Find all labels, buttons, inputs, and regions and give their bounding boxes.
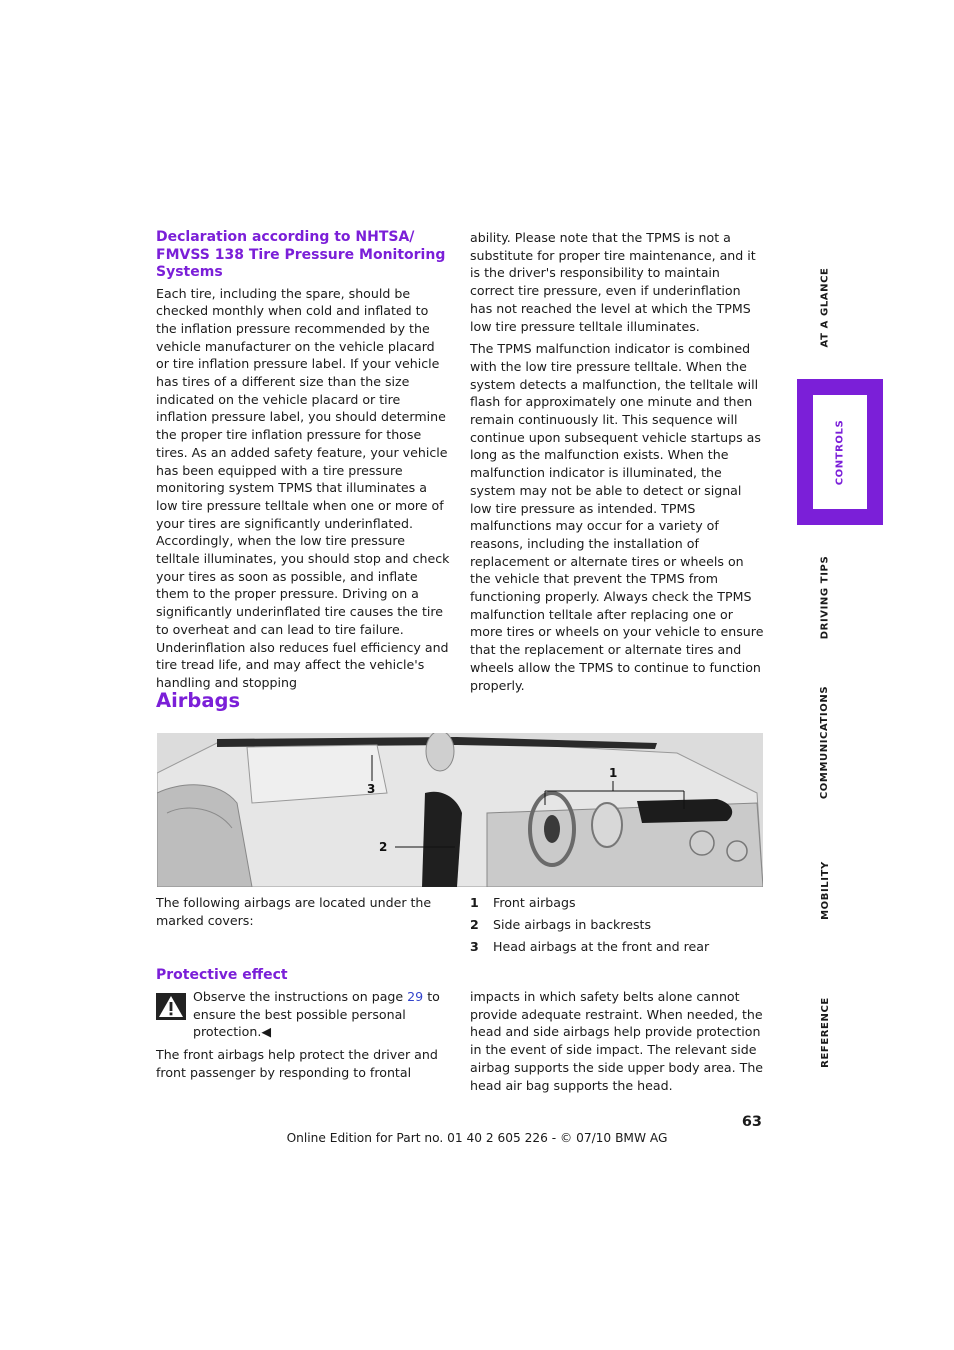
- tab-reference[interactable]: [800, 995, 850, 1070]
- legend-text: Front airbags: [493, 895, 576, 910]
- tab-communications[interactable]: [800, 682, 850, 802]
- figure-label-3: 3: [367, 782, 376, 796]
- warning-text: [156, 988, 450, 1041]
- declaration-right-text-2: The TPMS malfunction indicator is combined with the low tire pressure telltale. When the system detects a malfunction, the telltale will flash for approximately one minute and then remain continuously lit. This sequence will continue upon subsequent vehicle startups as long as the malfunction exists. When the malfunction indicator is illuminated, the system may not be able to detect or signal low tire pressure as intended. TPMS malfunctions may occur for a variety of reasons, including the installation of replacement or alternate tires or wheels on the vehicle that prevent the TPMS from functioning properly. Always check the TPMS malfunction telltale after replacing one or more tires or wheels on your vehicle to ensure that the replacement or alternate tires and wheels allow the TPMS to continue to function properly.: [470, 341, 764, 693]
- legend-number: 2: [470, 917, 479, 932]
- airbag-legend: [470, 894, 764, 960]
- figure-caption: The following airbags are located under the marked covers:: [156, 895, 432, 928]
- tab-label: REFERENCE: [819, 997, 831, 1068]
- airbag-locations-illustration: [157, 733, 763, 887]
- tab-driving-tips[interactable]: [800, 552, 850, 642]
- tab-at-a-glance[interactable]: [800, 262, 850, 352]
- tab-label: CONTROLS: [834, 419, 846, 485]
- protective-effect-heading: Protective effect: [156, 967, 288, 983]
- warning-note: [156, 988, 450, 1041]
- tab-label: MOBILITY: [819, 860, 831, 920]
- protective-effect-left-text: The front airbags help protect the driver and front passenger by responding to frontal: [156, 1047, 438, 1080]
- page-number: 63: [741, 1114, 762, 1130]
- legend-number: 3: [470, 939, 479, 954]
- declaration-right-text-1: ability. Please note that the TPMS is not a substitute for proper tire maintenance, and it is the driver's responsibility to maintain correct tire pressure, even if underinflation has not reached the level at which the TPMS low tire pressure telltale illuminates.: [470, 230, 756, 334]
- warning-triangle-icon: [156, 993, 186, 1020]
- protective-effect-right-text: impacts in which safety belts alone cannot provide adequate restraint. When needed, the head and side airbags help provide protection in the event of side impact. The relevant side airbag supports the side upper body area. The head air bag supports the head.: [470, 989, 764, 1093]
- page-29-link[interactable]: 29: [407, 989, 424, 1004]
- car-interior-drawing: [157, 733, 763, 887]
- declaration-left-text: Each tire, including the spare, should be checked monthly when cold and inflated to the inflation pressure recommended by the vehicle manufacturer on the vehicle placard or tire inflation pressure label. If your vehicle has tires of a different size than the size indicated on the vehicle placard or tire inflation pressure label, you should determine the proper tire inflation pressure for those tires. As an added safety feature, your vehicle has been equipped with a tire pressure monitoring system TPMS that illuminates a low tire pressure telltale when one or more of your tires are significantly underinflated. Accordingly, when the low tire pressure telltale illuminates, you should stop and check your tires as soon as possible, and inflate them to the proper pressure. Driving on a significantly underinflated tire causes the tire to overheat and can lead to tire failure. Underinflation also reduces fuel efficiency and tire tread life, and may affect the vehicle's handling and stopping: [156, 285, 450, 690]
- warning-text-end: to ensure the best possible personal protection.: [193, 989, 440, 1040]
- tab-label: COMMUNICATIONS: [819, 685, 831, 799]
- tab-controls[interactable]: [813, 395, 867, 509]
- legend-item: [470, 894, 764, 916]
- declaration-heading: Declaration according to NHTSA/ FMVSS 138 Tire Pressure Monitoring Systems: [156, 229, 446, 280]
- declaration-left-column: [156, 229, 450, 696]
- legend-item: [470, 938, 764, 960]
- legend-item: [470, 916, 764, 938]
- tab-mobility[interactable]: [800, 855, 850, 925]
- figure-label-2: 2: [379, 840, 388, 854]
- footer-edition: Online Edition for Part no. 01 40 2 605 226 - © 07/10 BMW AG: [286, 1131, 668, 1145]
- tab-label: DRIVING TIPS: [819, 555, 831, 639]
- warning-text-start: Observe the instructions on page: [193, 989, 408, 1004]
- end-mark-icon: ◀: [261, 1024, 272, 1040]
- declaration-right-column: [470, 229, 764, 698]
- legend-text: Head airbags at the front and rear: [493, 939, 710, 954]
- legend-text: Side airbags in backrests: [493, 917, 652, 932]
- legend-number: 1: [470, 895, 479, 910]
- tab-label: AT A GLANCE: [819, 267, 831, 347]
- figure-label-1: 1: [609, 766, 618, 780]
- airbags-title: Airbags: [156, 689, 241, 712]
